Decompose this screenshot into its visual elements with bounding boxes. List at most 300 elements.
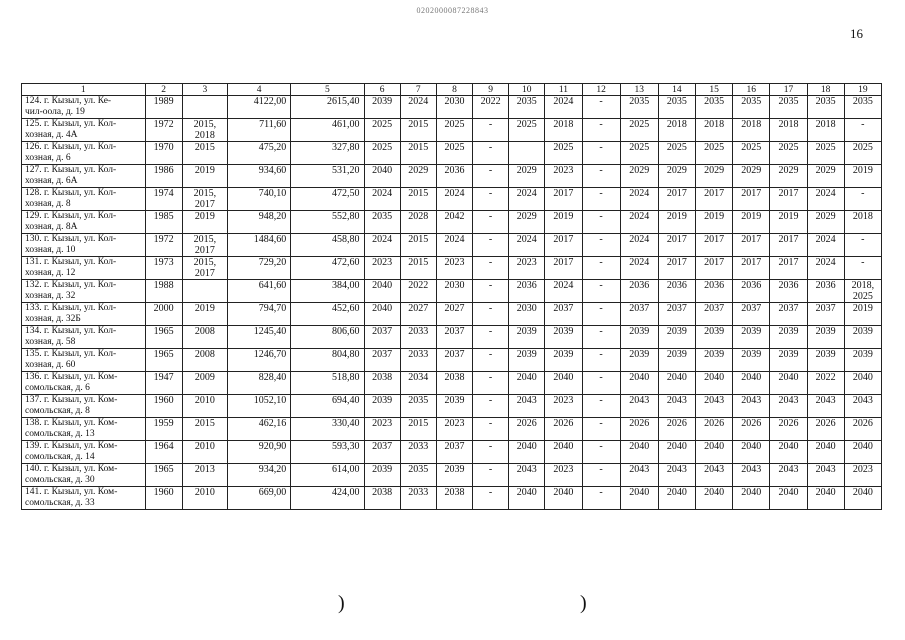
table-cell: 2025 [658, 142, 695, 165]
table-cell: - [582, 326, 620, 349]
table-cell: 2026 [770, 418, 807, 441]
table-cell: 2038 [436, 372, 472, 395]
table-cell: 2029 [807, 165, 844, 188]
column-header: 5 [291, 84, 364, 96]
table-cell: 2040 [364, 280, 400, 303]
table-row [22, 96, 882, 119]
table-cell: 2039 [620, 349, 658, 372]
table-cell: 2024 [807, 257, 844, 280]
table-cell: 2036 [509, 280, 545, 303]
table-cell: 2037 [770, 303, 807, 326]
table-cell: 2040 [696, 441, 733, 464]
table-cell: 2040 [658, 487, 695, 510]
table-cell: 2040 [770, 441, 807, 464]
table-cell: 2024 [400, 96, 436, 119]
table-cell: 2022 [807, 372, 844, 395]
table-cell: 2027 [400, 303, 436, 326]
table-cell: 740,10 [227, 188, 290, 211]
table-cell: 2039 [733, 326, 770, 349]
table-cell: 2023 [509, 257, 545, 280]
table-cell: 2023 [436, 257, 472, 280]
table-cell: 2018 [733, 119, 770, 142]
table-cell: 2015 [182, 418, 227, 441]
table-cell: 2037 [733, 303, 770, 326]
table-cell: 2026 [696, 418, 733, 441]
table-cell: 2024 [436, 234, 472, 257]
table-cell: 2035 [620, 96, 658, 119]
document-header-code: 0202000087228843 [416, 6, 489, 15]
table-body [22, 84, 882, 510]
table-cell: 2017 [696, 188, 733, 211]
table-row [22, 280, 882, 303]
table-cell: - [582, 303, 620, 326]
address-cell: 124. г. Кызыл, ул. Ке- чил-оола, д. 19 [22, 96, 146, 119]
table-cell: 2025 [733, 142, 770, 165]
table-cell: 2015 [400, 188, 436, 211]
table-cell: 2030 [436, 280, 472, 303]
table-cell: 2040 [364, 303, 400, 326]
table-cell: - [582, 165, 620, 188]
table-row [22, 303, 882, 326]
column-header: 2 [145, 84, 182, 96]
table-cell: - [844, 188, 881, 211]
table-cell: 330,40 [291, 418, 364, 441]
table-cell: 2043 [509, 395, 545, 418]
table-cell: 2018 [658, 119, 695, 142]
table-cell: 2040 [658, 372, 695, 395]
table-cell: - [582, 211, 620, 234]
table-cell: 2017 [696, 234, 733, 257]
table-cell: 2026 [844, 418, 881, 441]
table-cell: 2039 [844, 349, 881, 372]
table-cell: 2018 [770, 119, 807, 142]
table-cell: - [473, 303, 509, 326]
table-cell: 2039 [696, 349, 733, 372]
table-cell: 2043 [620, 395, 658, 418]
table-cell: 2015 [400, 234, 436, 257]
table-cell: 2008 [182, 326, 227, 349]
table-cell: 1974 [145, 188, 182, 211]
table-cell: 2027 [436, 303, 472, 326]
table-cell: 1989 [145, 96, 182, 119]
table-cell: 531,20 [291, 165, 364, 188]
table-cell: 2026 [509, 418, 545, 441]
table-cell: 2013 [182, 464, 227, 487]
table-cell: 2029 [620, 165, 658, 188]
column-header: 13 [620, 84, 658, 96]
table-cell: 2017 [770, 257, 807, 280]
table-cell: 1970 [145, 142, 182, 165]
table-cell: 2024 [545, 96, 582, 119]
table-cell: 2026 [620, 418, 658, 441]
table-cell: - [473, 441, 509, 464]
table-cell: 2043 [696, 464, 733, 487]
table-cell: 1052,10 [227, 395, 290, 418]
table-cell: 2036 [770, 280, 807, 303]
table-cell: 1972 [145, 119, 182, 142]
table-cell: 2026 [545, 418, 582, 441]
table-cell: 2039 [807, 326, 844, 349]
column-header: 18 [807, 84, 844, 96]
table-cell: 2017 [770, 188, 807, 211]
table-cell: - [582, 142, 620, 165]
table-cell: 552,80 [291, 211, 364, 234]
table-cell: 2017 [545, 234, 582, 257]
table-cell: 2036 [696, 280, 733, 303]
table-cell: 2019 [182, 303, 227, 326]
table-cell: 2029 [658, 165, 695, 188]
table-cell: 948,20 [227, 211, 290, 234]
table-cell: 384,00 [291, 280, 364, 303]
table-cell: 2019 [733, 211, 770, 234]
table-cell: 2017 [545, 257, 582, 280]
table-cell: 2039 [658, 326, 695, 349]
table-cell: 2039 [364, 464, 400, 487]
table-cell: - [582, 349, 620, 372]
table-cell: - [473, 119, 509, 142]
table-cell: 2039 [620, 326, 658, 349]
table-cell: 2017 [733, 234, 770, 257]
table-cell: - [473, 280, 509, 303]
table-cell: 2024 [620, 188, 658, 211]
table-cell: 2039 [509, 349, 545, 372]
table-cell: - [582, 280, 620, 303]
address-cell: 127. г. Кызыл, ул. Кол- хозная, д. 6А [22, 165, 146, 188]
table-row [22, 464, 882, 487]
address-cell: 134. г. Кызыл, ул. Кол- хозная, д. 58 [22, 326, 146, 349]
table-cell: 2040 [658, 441, 695, 464]
table-cell: 2025 [436, 119, 472, 142]
table-cell: 2040 [364, 165, 400, 188]
table-cell: 1973 [145, 257, 182, 280]
table-cell: - [473, 418, 509, 441]
table-cell: 2010 [182, 395, 227, 418]
table-cell: 2019 [545, 211, 582, 234]
address-cell: 135. г. Кызыл, ул. Кол- хозная, д. 60 [22, 349, 146, 372]
table-cell: 475,20 [227, 142, 290, 165]
table-cell: 711,60 [227, 119, 290, 142]
table-row [22, 441, 882, 464]
table-cell: 2018, 2025 [844, 280, 881, 303]
table-cell: 2036 [733, 280, 770, 303]
table-cell: 2615,40 [291, 96, 364, 119]
table-cell: 2043 [658, 395, 695, 418]
table-cell: 2008 [182, 349, 227, 372]
table-cell: - [473, 234, 509, 257]
table-cell: 2035 [400, 395, 436, 418]
column-header: 15 [696, 84, 733, 96]
table-cell: 2024 [807, 234, 844, 257]
table-cell: 2040 [696, 487, 733, 510]
table-cell: 729,20 [227, 257, 290, 280]
table-cell: 2043 [770, 464, 807, 487]
table-cell: - [844, 119, 881, 142]
table-row [22, 119, 882, 142]
table-cell: 472,50 [291, 188, 364, 211]
table-cell: - [582, 234, 620, 257]
table-cell: 461,00 [291, 119, 364, 142]
table-cell: 2040 [509, 487, 545, 510]
table-cell: 2029 [770, 165, 807, 188]
page-number: 16 [850, 26, 863, 41]
table-cell: - [473, 257, 509, 280]
table-cell: 2040 [696, 372, 733, 395]
table-cell: 2022 [473, 96, 509, 119]
table-cell: 1965 [145, 464, 182, 487]
table-cell: 4122,00 [227, 96, 290, 119]
table-cell: 2038 [364, 372, 400, 395]
table-cell: 2015 [400, 257, 436, 280]
table-cell: 2018 [807, 119, 844, 142]
table-cell: 2015 [400, 142, 436, 165]
table-cell: 2017 [658, 234, 695, 257]
table-row [22, 257, 882, 280]
table-row [22, 326, 882, 349]
column-header: 7 [400, 84, 436, 96]
table-cell: 2037 [364, 349, 400, 372]
table-cell: 2037 [436, 349, 472, 372]
table-cell: 2039 [364, 96, 400, 119]
table-cell: 2037 [620, 303, 658, 326]
table-cell: 2042 [436, 211, 472, 234]
table-cell: 2034 [400, 372, 436, 395]
table-cell: 1245,40 [227, 326, 290, 349]
table-cell: 2040 [770, 487, 807, 510]
table-cell: 2035 [696, 96, 733, 119]
table-cell: 2037 [436, 441, 472, 464]
table-cell: 2039 [658, 349, 695, 372]
table-cell: 2037 [658, 303, 695, 326]
table-cell: 458,80 [291, 234, 364, 257]
table-cell: 424,00 [291, 487, 364, 510]
table-cell: 2015, 2018 [182, 119, 227, 142]
table-cell: 2024 [620, 257, 658, 280]
table-cell: 2028 [400, 211, 436, 234]
table-cell: 2015, 2017 [182, 234, 227, 257]
table-cell: 2026 [807, 418, 844, 441]
table-cell: 2025 [364, 119, 400, 142]
table-cell [182, 280, 227, 303]
table-cell: 2040 [545, 487, 582, 510]
table-cell: 920,90 [227, 441, 290, 464]
table-cell: 2036 [807, 280, 844, 303]
table-cell: 804,80 [291, 349, 364, 372]
table-cell: 2039 [770, 349, 807, 372]
table-cell: 2029 [807, 211, 844, 234]
table-cell: - [582, 119, 620, 142]
table-cell: 2029 [509, 165, 545, 188]
address-cell: 139. г. Кызыл, ул. Ком- сомольская, д. 14 [22, 441, 146, 464]
table-cell: 452,60 [291, 303, 364, 326]
table-cell: - [582, 418, 620, 441]
table-cell: 934,60 [227, 165, 290, 188]
column-header: 6 [364, 84, 400, 96]
table-header-row [22, 84, 882, 96]
table-cell: 2025 [770, 142, 807, 165]
table-cell: 2017 [696, 257, 733, 280]
table-cell: 2035 [844, 96, 881, 119]
table-cell: 2036 [658, 280, 695, 303]
table-cell: 2039 [844, 326, 881, 349]
table-cell: 2040 [545, 441, 582, 464]
table-cell: 2039 [770, 326, 807, 349]
table-cell: 2024 [509, 234, 545, 257]
table-cell: - [582, 464, 620, 487]
table-cell: 2040 [733, 487, 770, 510]
table-cell: 2040 [620, 441, 658, 464]
table-cell: 2023 [545, 464, 582, 487]
table-cell: 2015 [400, 418, 436, 441]
table-cell: 2024 [364, 234, 400, 257]
address-cell: 130. г. Кызыл, ул. Кол- хозная, д. 10 [22, 234, 146, 257]
table-cell: 2043 [770, 395, 807, 418]
table-cell: 2040 [733, 441, 770, 464]
table-cell: 2015 [182, 142, 227, 165]
table-cell: 2039 [733, 349, 770, 372]
table-cell: 2038 [364, 487, 400, 510]
table-cell: 641,60 [227, 280, 290, 303]
table-cell: - [473, 487, 509, 510]
table-cell: 2019 [844, 303, 881, 326]
table-cell: 2039 [436, 464, 472, 487]
table-cell: 2017 [658, 188, 695, 211]
table-cell: 2030 [509, 303, 545, 326]
address-cell: 126. г. Кызыл, ул. Кол- хозная, д. 6 [22, 142, 146, 165]
table-cell: 2039 [364, 395, 400, 418]
table-cell: - [473, 372, 509, 395]
table-cell: 2024 [364, 188, 400, 211]
table-cell: 2036 [436, 165, 472, 188]
table-row [22, 165, 882, 188]
table-cell: 669,00 [227, 487, 290, 510]
table-cell: - [582, 372, 620, 395]
table-cell: 2040 [545, 372, 582, 395]
table-cell: 614,00 [291, 464, 364, 487]
table-cell: 2035 [807, 96, 844, 119]
table-cell: 2015 [400, 119, 436, 142]
table-cell: 2040 [807, 441, 844, 464]
table-cell: 2010 [182, 487, 227, 510]
column-header: 10 [509, 84, 545, 96]
table-cell: 2023 [844, 464, 881, 487]
table-cell: 2040 [807, 487, 844, 510]
table-cell: 2019 [696, 211, 733, 234]
table-cell: 2017 [770, 234, 807, 257]
table-cell: - [582, 188, 620, 211]
table-cell: 2043 [807, 395, 844, 418]
table-row [22, 234, 882, 257]
table-cell: 2025 [545, 142, 582, 165]
table-row [22, 211, 882, 234]
table-cell: 2033 [400, 487, 436, 510]
table-row [22, 418, 882, 441]
column-header: 16 [733, 84, 770, 96]
table-cell: 2022 [400, 280, 436, 303]
table-cell: 2024 [807, 188, 844, 211]
column-header: 14 [658, 84, 695, 96]
table-cell: 2024 [509, 188, 545, 211]
table-cell: 2023 [436, 418, 472, 441]
table-cell: 2039 [509, 326, 545, 349]
column-header: 1 [22, 84, 146, 96]
table-cell: 2043 [733, 464, 770, 487]
address-cell: 132. г. Кызыл, ул. Кол- хозная, д. 32 [22, 280, 146, 303]
table-cell: 2037 [545, 303, 582, 326]
table-cell: 2000 [145, 303, 182, 326]
table-cell: 2040 [509, 441, 545, 464]
table-cell: - [473, 326, 509, 349]
address-cell: 138. г. Кызыл, ул. Ком- сомольская, д. 13 [22, 418, 146, 441]
table-cell: 2018 [545, 119, 582, 142]
table-cell: 2025 [620, 119, 658, 142]
table-cell: 2035 [770, 96, 807, 119]
table-cell: - [473, 142, 509, 165]
table-cell: 2040 [620, 372, 658, 395]
table-cell: 2039 [696, 326, 733, 349]
table-cell: 2029 [509, 211, 545, 234]
table-cell: 2035 [733, 96, 770, 119]
table-cell: - [582, 96, 620, 119]
table-cell: 2038 [436, 487, 472, 510]
table-cell: 2029 [733, 165, 770, 188]
column-header: 17 [770, 84, 807, 96]
column-header: 8 [436, 84, 472, 96]
table-cell: 2025 [364, 142, 400, 165]
footer-mark: ) [580, 592, 587, 614]
table-cell: 2040 [844, 487, 881, 510]
table-cell: 1959 [145, 418, 182, 441]
table-cell: 2039 [807, 349, 844, 372]
table-cell: 2023 [545, 395, 582, 418]
table-cell: 1986 [145, 165, 182, 188]
table-cell: 2025 [509, 119, 545, 142]
table-cell: 2025 [807, 142, 844, 165]
table-cell: 2023 [364, 418, 400, 441]
table-cell: 2043 [658, 464, 695, 487]
table-cell: 2015, 2017 [182, 188, 227, 211]
address-cell: 137. г. Кызыл, ул. Ком- сомольская, д. 8 [22, 395, 146, 418]
table-cell: 2033 [400, 349, 436, 372]
table-cell: - [473, 211, 509, 234]
table-row [22, 372, 882, 395]
table-cell: 2019 [182, 165, 227, 188]
table-cell: 2019 [844, 165, 881, 188]
table-cell: 1960 [145, 487, 182, 510]
table-row [22, 142, 882, 165]
table-cell: 2037 [364, 441, 400, 464]
column-header: 12 [582, 84, 620, 96]
table-cell: - [473, 165, 509, 188]
column-header: 11 [545, 84, 582, 96]
table-cell: 2033 [400, 326, 436, 349]
table-cell: 2018 [844, 211, 881, 234]
table-cell: 2026 [658, 418, 695, 441]
table-cell: - [582, 257, 620, 280]
table-cell: 2017 [658, 257, 695, 280]
column-header: 4 [227, 84, 290, 96]
table-cell: 2043 [844, 395, 881, 418]
table-cell: 2026 [733, 418, 770, 441]
table-cell: 472,60 [291, 257, 364, 280]
table-cell: 1965 [145, 349, 182, 372]
table-cell: 2023 [545, 165, 582, 188]
address-cell: 125. г. Кызыл, ул. Кол- хозная, д. 4А [22, 119, 146, 142]
address-cell: 128. г. Кызыл, ул. Кол- хозная, д. 8 [22, 188, 146, 211]
table-cell: 593,30 [291, 441, 364, 464]
table-cell: 2043 [807, 464, 844, 487]
table-cell: 1964 [145, 441, 182, 464]
table-cell: 2010 [182, 441, 227, 464]
